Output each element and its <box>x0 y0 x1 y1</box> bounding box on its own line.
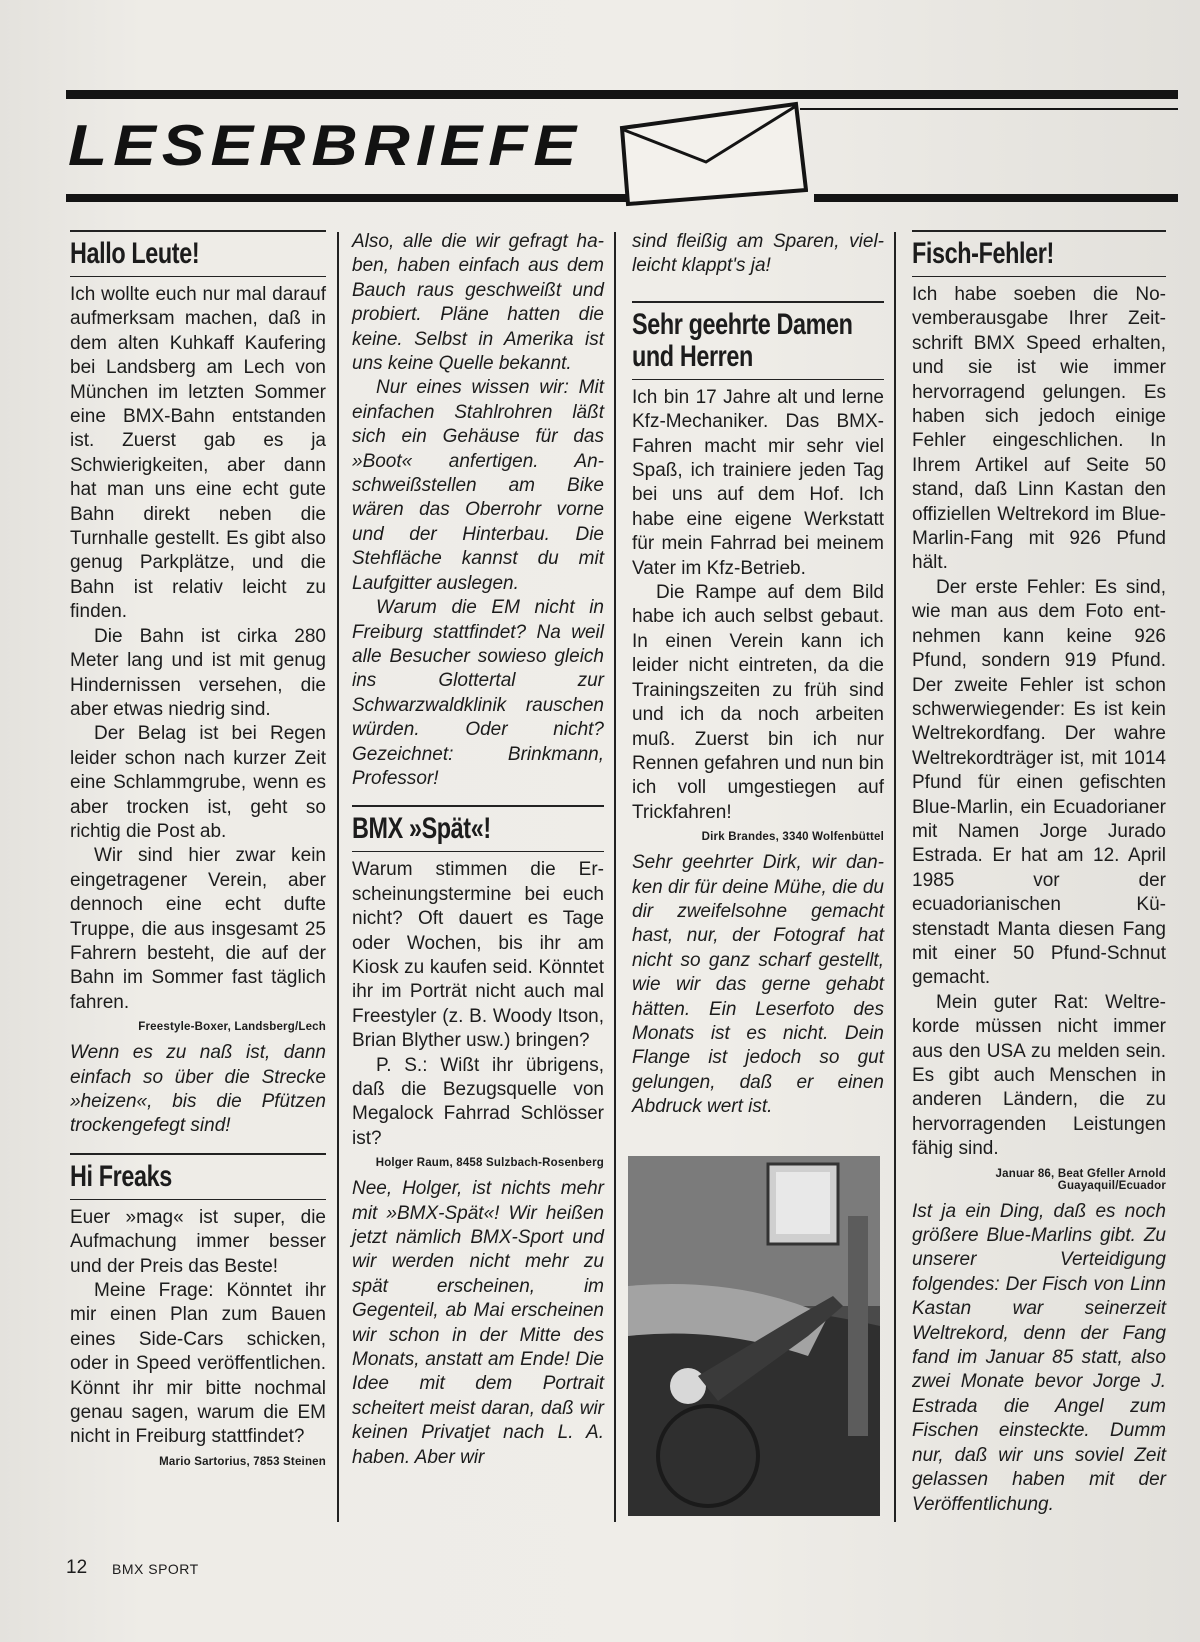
letter-paragraph: Wir sind hier zwar kein eingetragener Verein, aber dennoch eine echt dufte Truppe, die aus insgesamt 25 Fahrern besteht, die auf der Bahn im Sommer fast täglich fahren. <box>70 845 326 1013</box>
column-divider <box>894 232 896 1522</box>
letter-paragraph: Ich wollte euch nur mal darauf aufmerksam machen, daß in dem alten Kuhkaff Kaufering bei Landsberg am Lech von München im letzten Sommer eine BMX-Bahn entstanden ist. Zuerst gab es ja Schwierigkeiten, aber dann hat man uns eine echt gute Bahn direkt neben die Turnhalle gestellt. Es gibt also genug Parkplätze, und die Bahn ist relativ leicht zu finden. <box>70 284 326 623</box>
letter-paragraph: Ich bin 17 Jahre alt und lerne Kfz-Mechaniker. Das BMX-Fahren macht mir sehr viel Spaß, ich trainiere jeden Tag bei uns auf dem Hof. Ich habe eine eigene Werkstatt für mein Fahrrad bei meinem Vater im Kfz-Betrieb. <box>632 386 884 579</box>
column-3 <box>632 230 884 1120</box>
spacer <box>352 791 604 805</box>
column-2 <box>352 230 604 1470</box>
letter-headline <box>70 1153 326 1200</box>
header-bottom-rule-left <box>66 194 626 202</box>
magazine-name: BMX SPORT <box>112 1561 199 1577</box>
editor-reply: Wenn es zu naß ist, dann einfach so über die Strecke »heizen«, bis die Pfützen trockengefegt sind! <box>70 1042 326 1137</box>
letter-signature: Holger Raum, 8458 Sulzbach-Rosenberg <box>375 1157 604 1170</box>
letter-signature: Mario Sartorius, 7853 Steinen <box>159 1455 326 1468</box>
letter-paragraph: P. S.: Wißt ihr übrigens, daß die Bezugsquelle von Megalock Fahrrad Schlösser ist? <box>352 1054 604 1149</box>
reader-photo-image <box>628 1156 880 1516</box>
letter-signature: Dirk Brandes, 3340 Wolfenbüttel <box>701 831 884 844</box>
editor-reply: Nee, Holger, ist nichts mehr mit »BMX-Spät«! Wir heißen jetzt nämlich BMX-Sport und wir werden nicht mehr zu spät erscheinen, im Gegenteil, ab Mai erscheinen wir schon in der Mitte des Monats, anstatt am Ende! Die Idee mit dem Portrait scheitert meist daran, daß wir keinen Privatjet nach L. A. haben. Aber wir <box>352 1178 604 1468</box>
headline-text: Hallo Leute! <box>70 237 200 270</box>
headline-text: Fisch-Fehler! <box>912 237 1054 270</box>
headline-text: BMX »Spät«! <box>352 812 491 846</box>
letter-paragraph: Warum stimmen die Erscheinungstermine bei euch nicht? Oft dauert es Tage oder Wochen, bis ihr am Kiosk zu kaufen seid. Könntet ihr im Porträt nicht auch mal Freestyler (z. B. Woody Itson, Brian Blyther usw.) bringen? <box>352 859 604 1052</box>
letter-paragraph: Der Belag ist bei Regen leider schon nach kurzer Zeit eine Schlammgrube, wenn es aber trocken ist, geht so richtig die Post ab. <box>70 723 326 842</box>
letter-paragraph: Die Rampe auf dem Bild habe ich auch selbst gebaut. In einen Verein kann ich leider nicht eintreten, da die Trainingszeiten zu früh sind und ich da noch arbeiten muß. Zuerst bin ich nur Rennen gefahren und nun bin ich voll umgestiegen auf Trickfahren! <box>632 582 884 823</box>
editor-reply: Sehr geehrter Dirk, wir danken dir für deine Mühe, die du dir zweifelsohne gemacht hast, nur, der Fotograf hat nicht so ganz scharf gestellt, wie wir das gerne gehabt hätten. Ein Leserfoto des Monats ist es nicht. Dein Flange ist jedoch so gut gelungen, daß er einen Abdruck wert ist. <box>632 852 884 1118</box>
column-divider <box>614 232 616 1522</box>
letter-headline <box>632 301 884 380</box>
page-title: LESERBRIEFE <box>68 112 583 178</box>
spacer <box>70 1139 326 1153</box>
reader-photo <box>628 1156 880 1516</box>
letter-signature: Freestyle-Boxer, Landsberg/Lech <box>138 1021 326 1034</box>
column-divider <box>337 232 339 1522</box>
letter-paragraph: Ich habe soeben die Novemberausgabe Ihrer Zeitschrift BMX Speed erhalten, und sie ist wie immer hervorragend gelungen. Es haben sich jedoch einige Fehler eingeschlichen. In Ihrem Artikel auf Seite 50 stand, daß Linn Kastan den offiziellen Weltrekord im Blue-Marlin-Fang mit 926 Pfund hält. <box>912 284 1166 574</box>
header-top-rule <box>66 90 1178 99</box>
column-4 <box>912 230 1166 1517</box>
header-top-thin-rule <box>800 108 1178 110</box>
letter-headline <box>352 805 604 852</box>
editor-reply: Warum die EM nicht in Freiburg stattfindet? Na weil alle Besucher sowieso gleich ins Glottertal zur Schwarzwaldklinik rauschen würden. Oder nicht? Gezeichnet: Brinkmann, Professor! <box>352 597 604 789</box>
letter-headline <box>70 230 326 277</box>
editor-reply: sind fleißig am Sparen, vielleicht klappt's ja! <box>632 231 884 277</box>
letter-signature-location: Guayaquil/Ecuador <box>1057 1179 1166 1192</box>
header-bottom-rule-right <box>814 194 1178 202</box>
letter-signature: Januar 86, Beat Gfeller Arnold <box>995 1167 1166 1180</box>
letter-headline <box>912 230 1166 277</box>
letter-paragraph: Der erste Fehler: Es sind, wie man aus dem Foto entnehmen kann keine 926 Pfund, sondern 919 Pfund. Der zweite Fehler ist schon schwerwiegender: Es ist kein Weltrekordfang. Der wahre Weltrekordträger ist, mit 1014 Pfund für einen gefischten Blue-Marlin, ein Ecuadorianer mit Namen Jorge Jurado Estrada. Er hat am 12. April 1985 vor der ecuadorianischen Küstenstadt Manta diesen Fang mit einer 50 Pfund-Schnut gemacht. <box>912 576 1166 989</box>
envelope-icon <box>618 100 808 210</box>
headline-text: Sehr geehrte Damen und Herren <box>632 307 853 373</box>
letter-paragraph: Mein guter Rat: Weltrekorde müssen nicht immer aus den USA zu melden sein. Es gibt auch Menschen in anderen Ländern, die zu hervorragenden Leistungen fähig sind. <box>912 991 1166 1160</box>
editor-reply: Nur eines wissen wir: Mit einfachen Stahlrohren läßt sich ein Gehäuse für das »Boot« anfertigen. Anschweißstellen am Bike wären das Oberrohr vorne und der Hinterbau. Die Stehfläche kannst du mit Laufgitter auslegen. <box>352 377 604 594</box>
letter-paragraph: Euer »mag« ist super, die Aufmachung immer besser und der Preis das Beste! <box>70 1206 326 1277</box>
editor-reply: Also, alle die wir gefragt haben, haben einfach aus dem Bauch raus geschweißt und probiert. Pläne hatten die keine. Selbst in Amerika ist uns keine Quelle bekannt. <box>352 231 604 375</box>
headline-text: Hi Freaks <box>70 1159 172 1193</box>
page-number: 12 <box>66 1557 88 1578</box>
spacer <box>632 279 884 301</box>
letter-paragraph: Meine Frage: Könntet ihr mir einen Plan zum Bauen eines Side-Cars schicken, oder in Speed veröffentlichen. Könnt ihr mir bitte nochmal genau sagen, warum die EM nicht in Freiburg stattfindet? <box>70 1280 326 1448</box>
column-1 <box>70 230 326 1476</box>
editor-reply: Ist ja ein Ding, daß es noch größere Blue-Marlins gibt. Zu unserer Verteidigung folgendes: Der Fisch von Linn Kastan war seinerzeit Weltrekord, denn der Fang fand im Januar 85 statt, also zwei Monate bevor Jorge J. Estrada die Angel zum Fischen einsteckte. Dumm nur, daß wir uns soviel Zeit gelassen haben mit der Veröffentlichung. <box>912 1200 1166 1515</box>
letter-paragraph: Die Bahn ist cirka 280 Meter lang und ist mit genug Hindernissen versehen, die aber etwas niedrig sind. <box>70 625 326 720</box>
